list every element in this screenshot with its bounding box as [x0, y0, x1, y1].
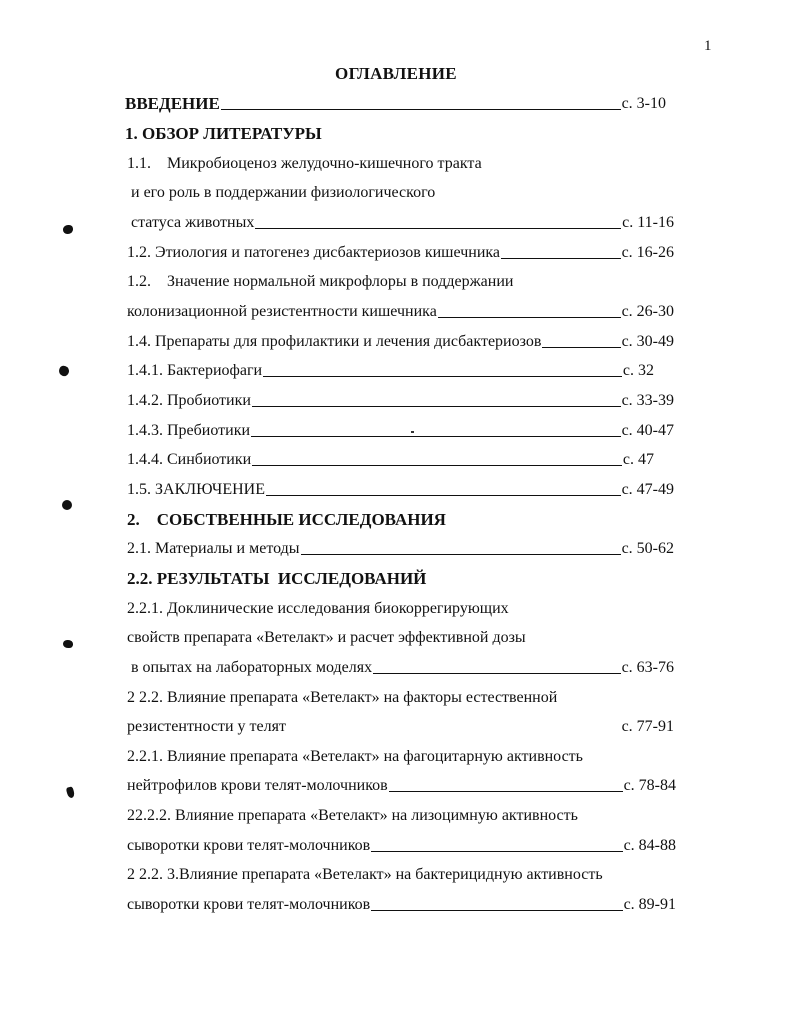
scan-mark: [63, 225, 73, 234]
toc-entry-2-2: [127, 564, 426, 588]
toc-entry-page: с. 16-26: [621, 244, 674, 261]
leader-line: [389, 791, 623, 792]
toc-entry-page: с. 47: [622, 451, 654, 468]
scan-mark: [62, 500, 72, 510]
toc-entry-text: резистентности у телят: [127, 718, 286, 735]
toc-entry-2-2-2-line2: [127, 712, 674, 736]
toc-entry-2-2-2-line1: [127, 683, 557, 707]
toc-entry-text: 1.4.2. Пробиотики: [127, 392, 251, 409]
toc-entry-text: 1.4. Препараты для профилактики и лечения дисбактериозов: [127, 333, 542, 350]
toc-entry-page: с. 11-16: [622, 214, 674, 231]
toc-entry-text: 1.1. Микробиоценоз желудочно-кишечного тракта: [127, 155, 482, 172]
toc-entry-page: с. 77-91: [621, 718, 674, 735]
toc-entry-bactericidal-line1: [127, 860, 603, 884]
toc-entry-text: 1.2. Значение нормальной микрофлоры в поддержании: [127, 273, 514, 290]
toc-entry-page: с. 32: [622, 362, 654, 379]
leader-line: [371, 851, 622, 852]
toc-entry-1-1-line3: [131, 208, 674, 232]
toc-entry-text: 22.2.2. Влияние препарата «Ветелакт» на лизоцимную активность: [127, 807, 578, 824]
leader-line: [252, 465, 622, 466]
toc-entry-page: с. 89-91: [623, 896, 676, 913]
toc-entry-1-4-2: [127, 386, 674, 410]
toc-entry-text: 1. ОБЗОР ЛИТЕРАТУРЫ: [125, 124, 322, 143]
toc-entry-page: с. 30-49: [621, 333, 674, 350]
toc-entry-2-1: [127, 534, 674, 558]
toc-entry-page: с. 63-76: [621, 659, 674, 676]
toc-entry-text: 1.4.1. Бактериофаги: [127, 362, 263, 379]
leader-line: [221, 109, 621, 110]
scan-mark: [58, 365, 71, 378]
toc-entry-1-4: [127, 327, 674, 351]
toc-entry-bactericidal-line2: [127, 890, 676, 914]
toc-entry-1-4-1: [127, 356, 654, 380]
toc-entry-text: в опытах на лабораторных моделях: [131, 659, 373, 676]
page-number: 1: [704, 38, 712, 54]
toc-entry-phagocytic-line2: [127, 771, 676, 795]
leader-line: [373, 673, 620, 674]
toc-entry-page: с. 3-10: [621, 95, 666, 112]
toc-entry-intro: [125, 89, 666, 113]
toc-entry-text: 2. СОБСТВЕННЫЕ ИССЛЕДОВАНИЯ: [127, 510, 446, 529]
leader-line: [371, 910, 622, 911]
toc-entry-text: статуса животных: [131, 214, 255, 231]
toc-entry-2-2-1-line2: [127, 623, 526, 647]
scan-speck: [411, 431, 414, 433]
toc-entry-text: 2.2.1. Доклинические исследования биокоррегирующих: [127, 600, 509, 617]
toc-entry-text: колонизационной резистентности кишечника: [127, 303, 437, 320]
leader-line: [301, 554, 621, 555]
toc-entry-1-1-line2: [131, 178, 435, 202]
toc-entry-section-1: [125, 119, 322, 143]
toc-entry-text: сыворотки крови телят-молочников: [127, 896, 371, 913]
toc-entry-page: с. 26-30: [621, 303, 674, 320]
leader-line: [438, 317, 621, 318]
toc-entry-text: сыворотки крови телят-молочников: [127, 837, 371, 854]
toc-entry-text: свойств препарата «Ветелакт» и расчет эффективной дозы: [127, 629, 526, 646]
toc-entry-text: 2.1. Материалы и методы: [127, 540, 300, 557]
page-title: ОГЛАВЛЕНИЕ: [335, 64, 457, 83]
leader-line: [542, 347, 620, 348]
toc-entry-section-2: [127, 505, 446, 529]
leader-line: [251, 436, 621, 437]
toc-entry-text: ВВЕДЕНИЕ: [125, 94, 220, 113]
toc-entry-1-5: [127, 475, 674, 499]
toc-entry-lysozyme-line1: [127, 801, 578, 825]
toc-entry-text: 1.4.3. Пребиотики: [127, 422, 251, 439]
toc-entry-text: 2 2.2. Влияние препарата «Ветелакт» на факторы естественной: [127, 689, 558, 706]
toc-entry-text: 1.5. ЗАКЛЮЧЕНИЕ: [127, 481, 265, 498]
leader-line: [501, 258, 621, 259]
toc-entry-1-4-3: [127, 416, 674, 440]
scan-mark: [66, 786, 76, 798]
toc-entry-2-2-1-line1: [127, 594, 509, 618]
toc-entry-text: 2.2.1. Влияние препарата «Ветелакт» на фагоцитарную активность: [127, 748, 583, 765]
toc-entry-page: с. 47-49: [621, 481, 674, 498]
toc-entry-1-4-4: [127, 445, 654, 469]
leader-line: [266, 495, 621, 496]
toc-entry-page: с. 84-88: [623, 837, 676, 854]
toc-entry-page: с. 33-39: [621, 392, 674, 409]
scan-mark: [63, 640, 73, 648]
toc-entry-lysozyme-line2: [127, 831, 676, 855]
toc-entry-1-1-line1: [127, 149, 482, 173]
toc-entry-2-2-1-line3: [131, 653, 674, 677]
toc-entry-1-3-line2: [127, 297, 674, 321]
toc-entry-page: с. 78-84: [623, 777, 676, 794]
toc-entry-text: 2 2.2. 3.Влияние препарата «Ветелакт» на бактерицидную активность: [127, 866, 603, 883]
leader-line: [255, 228, 621, 229]
toc-entry-page: с. 50-62: [621, 540, 674, 557]
toc-entry-phagocytic-line1: [127, 742, 583, 766]
leader-line: [252, 406, 621, 407]
toc-entry-text: 1.2. Этиология и патогенез дисбактериозов кишечника: [127, 244, 501, 261]
toc-entry-text: 2.2. РЕЗУЛЬТАТЫ ИССЛЕДОВАНИЙ: [127, 569, 427, 588]
toc-entry-1-2: [127, 238, 674, 262]
leader-line: [263, 376, 622, 377]
toc-entry-page: с. 40-47: [621, 422, 674, 439]
toc-entry-text: нейтрофилов крови телят-молочников: [127, 777, 388, 794]
toc-entry-text: 1.4.4. Синбиотики: [127, 451, 252, 468]
toc-entry-1-3-line1: [127, 267, 513, 291]
toc-entry-text: и его роль в поддержании физиологического: [131, 184, 436, 201]
